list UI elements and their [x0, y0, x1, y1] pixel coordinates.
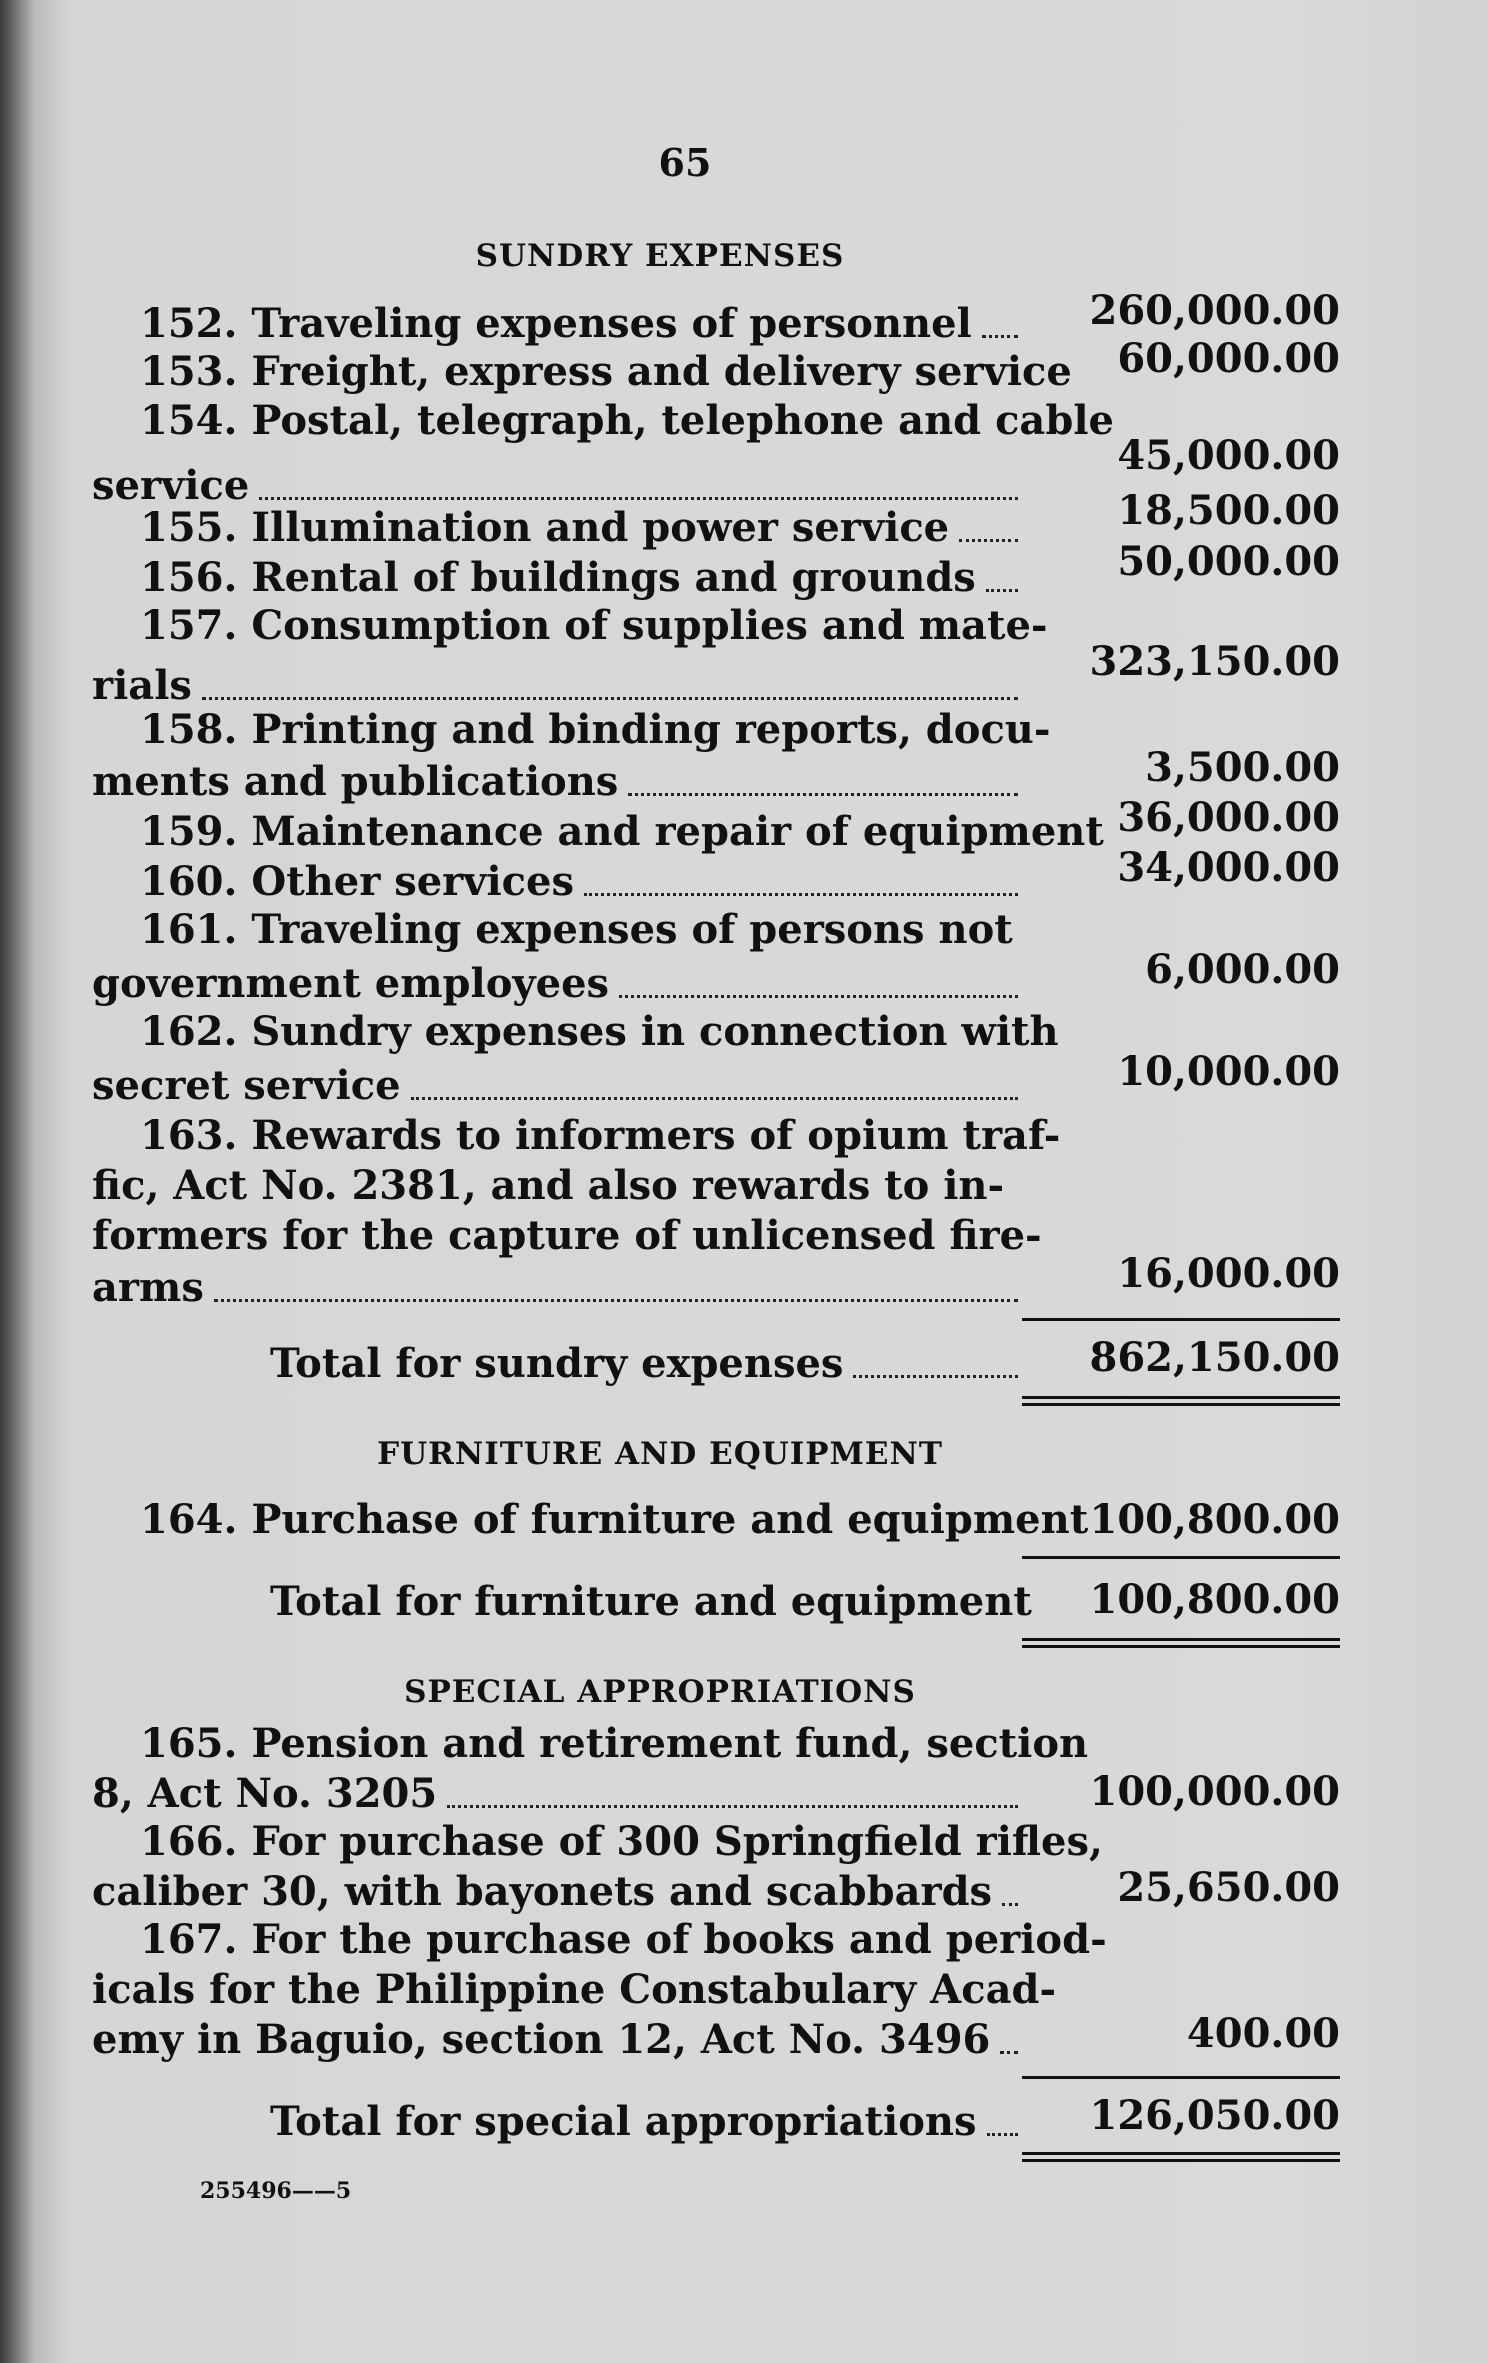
item-161-line1: 161. Traveling expenses of persons not — [140, 906, 1013, 953]
item-155: 155. Illumination and power service — [140, 502, 1018, 554]
leader-dots — [853, 1375, 1018, 1378]
item-165-line1: 165. Pension and retirement fund, section — [140, 1720, 1089, 1767]
total-special-label: Total for special appropriations — [270, 2096, 1018, 2148]
amount-166: 25,650.00 — [1117, 1864, 1340, 1911]
item-157-line2: rials — [92, 660, 1018, 712]
item-157-line1: 157. Consumption of supplies and mate- — [140, 602, 1048, 649]
page-number: 65 — [658, 140, 712, 185]
leader-dots — [1000, 2051, 1018, 2054]
item-163-line2: fic, Act No. 2381, and also rewards to in- — [92, 1162, 1005, 1209]
total-sundry-label: Total for sundry expenses — [270, 1338, 1018, 1390]
item-153: 153. Freight, express and delivery service — [140, 348, 1072, 395]
leader-dots — [982, 335, 1018, 338]
amount-165: 100,000.00 — [1089, 1768, 1340, 1815]
item-163-line4: arms — [92, 1262, 1018, 1314]
printer-code: 255496——5 — [200, 2178, 352, 2204]
leader-dots — [214, 1299, 1018, 1302]
leader-dots — [619, 995, 1018, 998]
leader-dots — [411, 1097, 1018, 1100]
leader-dots — [959, 539, 1018, 542]
total-double-rule — [1022, 1396, 1340, 1406]
item-162-line2: secret service — [92, 1060, 1018, 1112]
item-163-line1: 163. Rewards to informers of opium traf- — [140, 1112, 1061, 1159]
total-double-rule — [1022, 2152, 1340, 2162]
amount-153: 60,000.00 — [1117, 335, 1340, 382]
item-167-line1: 167. For the purchase of books and period- — [140, 1916, 1107, 1963]
item-167-line2: icals for the Philippine Constabulary Acad- — [92, 1966, 1057, 2013]
leader-dots — [1002, 1903, 1018, 1906]
item-164: 164. Purchase of furniture and equipment — [140, 1496, 1089, 1543]
amount-156: 50,000.00 — [1117, 538, 1340, 585]
item-156: 156. Rental of buildings and grounds — [140, 552, 1018, 604]
leader-dots — [628, 793, 1018, 796]
item-152: 152. Traveling expenses of personnel — [140, 298, 1018, 350]
leader-dots — [447, 1805, 1018, 1808]
item-154-line2: service — [92, 460, 1018, 512]
item-154-line1: 154. Postal, telegraph, telephone and cable — [140, 397, 1114, 444]
item-161-line2: government employees — [92, 958, 1018, 1010]
total-furniture-label: Total for furniture and equipment — [270, 1578, 1032, 1625]
amount-163: 16,000.00 — [1117, 1250, 1340, 1297]
item-166-line2: caliber 30, with bayonets and scabbards — [92, 1866, 1018, 1918]
section-heading-special: SPECIAL APPROPRIATIONS — [404, 1674, 916, 1710]
amount-154: 45,000.00 — [1117, 432, 1340, 479]
subtotal-rule — [1022, 1556, 1340, 1559]
leader-dots — [584, 893, 1018, 896]
item-163-line3: formers for the capture of unlicensed fire- — [92, 1212, 1042, 1259]
subtotal-rule — [1022, 2076, 1340, 2079]
subtotal-rule — [1022, 1318, 1340, 1321]
amount-167: 400.00 — [1186, 2010, 1340, 2057]
amount-158: 3,500.00 — [1145, 744, 1340, 791]
item-159: 159. Maintenance and repair of equipment — [140, 808, 1104, 855]
item-158-line2: ments and publications — [92, 756, 1018, 808]
item-166-line1: 166. For purchase of 300 Springfield rifles, — [140, 1818, 1103, 1865]
item-162-line1: 162. Sundry expenses in connection with — [140, 1008, 1059, 1055]
amount-161: 6,000.00 — [1145, 946, 1340, 993]
item-158-line1: 158. Printing and binding reports, docu- — [140, 706, 1051, 753]
leader-dots — [259, 497, 1018, 500]
amount-155: 18,500.00 — [1117, 487, 1340, 534]
amount-162: 10,000.00 — [1117, 1048, 1340, 1095]
section-heading-furniture: FURNITURE AND EQUIPMENT — [377, 1436, 943, 1472]
total-special-amount: 126,050.00 — [1089, 2092, 1340, 2139]
item-165-line2: 8, Act No. 3205 — [92, 1768, 1018, 1820]
amount-164: 100,800.00 — [1089, 1496, 1340, 1543]
item-160: 160. Other services — [140, 856, 1018, 908]
item-167-line3: emy in Baguio, section 12, Act No. 3496 — [92, 2014, 1018, 2066]
amount-157: 323,150.00 — [1089, 638, 1340, 685]
amount-160: 34,000.00 — [1117, 844, 1340, 891]
amount-152: 260,000.00 — [1089, 287, 1340, 334]
leader-dots — [987, 2133, 1018, 2136]
leader-dots — [202, 697, 1018, 700]
leader-dots — [986, 589, 1018, 592]
total-double-rule — [1022, 1638, 1340, 1648]
total-furniture-amount: 100,800.00 — [1089, 1576, 1340, 1623]
amount-159: 36,000.00 — [1117, 794, 1340, 841]
total-sundry-amount: 862,150.00 — [1089, 1334, 1340, 1381]
section-heading-sundry: SUNDRY EXPENSES — [475, 238, 845, 274]
